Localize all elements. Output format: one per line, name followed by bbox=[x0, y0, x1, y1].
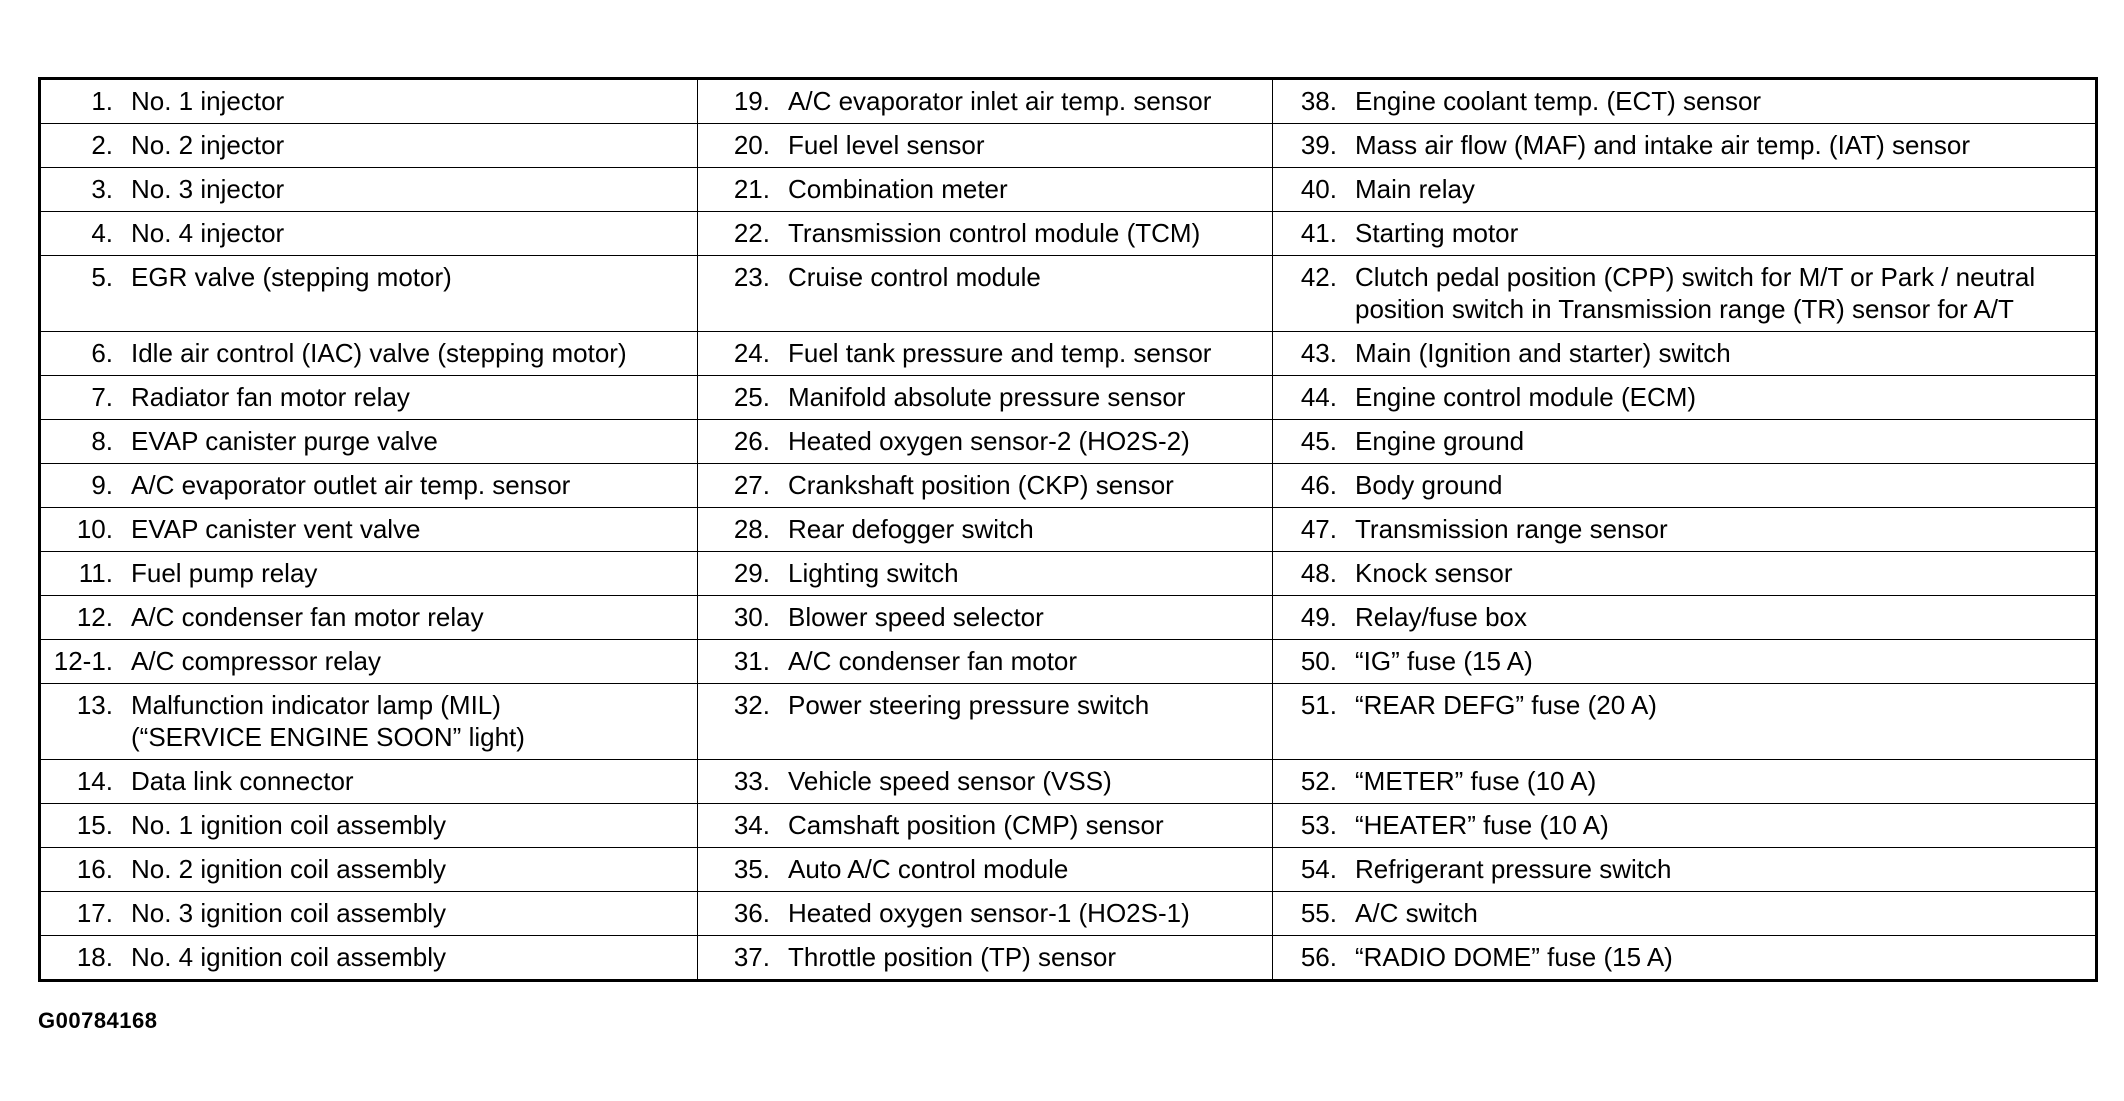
item-label: Heated oxygen sensor-2 (HO2S-2) bbox=[788, 426, 1190, 456]
legend-row bbox=[40, 464, 2097, 508]
item-label: A/C evaporator outlet air temp. sensor bbox=[131, 470, 571, 500]
item-number: 38. bbox=[1300, 86, 1337, 116]
legend-cell bbox=[40, 848, 698, 892]
item-number: 19. bbox=[733, 86, 770, 116]
legend-cell bbox=[1273, 804, 2097, 848]
legend-cell bbox=[40, 79, 698, 124]
item-number: 47. bbox=[1300, 514, 1337, 544]
legend-cell bbox=[698, 640, 1273, 684]
item-label: Fuel pump relay bbox=[131, 558, 318, 588]
legend-cell bbox=[1273, 936, 2097, 981]
legend-cell bbox=[698, 596, 1273, 640]
figure-id: G00784168 bbox=[38, 1008, 158, 1033]
legend-row bbox=[40, 212, 2097, 256]
legend-cell bbox=[40, 684, 698, 760]
legend-row bbox=[40, 376, 2097, 420]
item-label: Camshaft position (CMP) sensor bbox=[788, 810, 1164, 840]
item-label: Knock sensor bbox=[1355, 558, 1513, 588]
item-label: “IG” fuse (15 A) bbox=[1355, 646, 1533, 676]
item-number: 41. bbox=[1300, 218, 1337, 248]
item-number: 54. bbox=[1300, 854, 1337, 884]
item-label: EVAP canister purge valve bbox=[131, 426, 438, 456]
legend-cell bbox=[698, 936, 1273, 981]
legend-row bbox=[40, 168, 2097, 212]
legend-cell bbox=[698, 804, 1273, 848]
item-number: 37. bbox=[733, 942, 770, 972]
legend-cell bbox=[698, 892, 1273, 936]
item-label: A/C evaporator inlet air temp. sensor bbox=[788, 86, 1212, 116]
item-label: Relay/fuse box bbox=[1355, 602, 1527, 632]
item-label: Malfunction indicator lamp (MIL) (“SERVICE ENGINE SOON” light) bbox=[131, 690, 525, 752]
legend-cell bbox=[698, 256, 1273, 332]
item-number: 1. bbox=[91, 86, 113, 116]
item-number: 43. bbox=[1300, 338, 1337, 368]
legend-row bbox=[40, 848, 2097, 892]
legend-cell bbox=[1273, 640, 2097, 684]
item-label: A/C switch bbox=[1355, 898, 1478, 928]
item-label: Vehicle speed sensor (VSS) bbox=[788, 766, 1112, 796]
legend-cell bbox=[40, 640, 698, 684]
item-label: No. 3 ignition coil assembly bbox=[131, 898, 447, 928]
item-number: 52. bbox=[1300, 766, 1337, 796]
item-number: 31. bbox=[733, 646, 770, 676]
legend-row bbox=[40, 936, 2097, 981]
item-number: 53. bbox=[1300, 810, 1337, 840]
legend-cell bbox=[1273, 420, 2097, 464]
item-label: Engine coolant temp. (ECT) sensor bbox=[1355, 86, 1762, 116]
legend-cell bbox=[40, 804, 698, 848]
item-label: Throttle position (TP) sensor bbox=[788, 942, 1117, 972]
legend-cell bbox=[40, 508, 698, 552]
item-number: 12-1. bbox=[53, 646, 113, 676]
item-label: Cruise control module bbox=[788, 262, 1041, 292]
legend-cell bbox=[40, 168, 698, 212]
item-label: No. 2 injector bbox=[131, 130, 285, 160]
legend-cell bbox=[1273, 760, 2097, 804]
item-label: No. 4 injector bbox=[131, 218, 285, 248]
legend-cell bbox=[40, 124, 698, 168]
legend-cell bbox=[1273, 848, 2097, 892]
legend-row bbox=[40, 892, 2097, 936]
legend-cell bbox=[1273, 212, 2097, 256]
item-number: 56. bbox=[1300, 942, 1337, 972]
legend-cell bbox=[40, 464, 698, 508]
item-label: “METER” fuse (10 A) bbox=[1355, 766, 1597, 796]
item-label: Engine control module (ECM) bbox=[1355, 382, 1697, 412]
item-label: Crankshaft position (CKP) sensor bbox=[788, 470, 1174, 500]
item-label: Fuel level sensor bbox=[788, 130, 985, 160]
legend-cell bbox=[1273, 464, 2097, 508]
item-label: A/C compressor relay bbox=[131, 646, 381, 676]
item-number: 29. bbox=[733, 558, 770, 588]
item-number: 11. bbox=[78, 558, 113, 588]
item-number: 8. bbox=[91, 426, 113, 456]
item-number: 4. bbox=[91, 218, 113, 248]
item-label: Data link connector bbox=[131, 766, 354, 796]
item-number: 30. bbox=[733, 602, 770, 632]
legend-cell bbox=[1273, 892, 2097, 936]
item-label: No. 1 injector bbox=[131, 86, 285, 116]
item-label: Engine ground bbox=[1355, 426, 1525, 456]
item-label: Blower speed selector bbox=[788, 602, 1044, 632]
legend-cell bbox=[698, 212, 1273, 256]
item-number: 49. bbox=[1300, 602, 1337, 632]
legend-cell bbox=[40, 552, 698, 596]
item-label: “HEATER” fuse (10 A) bbox=[1355, 810, 1609, 840]
item-number: 5. bbox=[91, 262, 113, 292]
item-label: Lighting switch bbox=[788, 558, 959, 588]
legend-row bbox=[40, 420, 2097, 464]
item-number: 39. bbox=[1300, 130, 1337, 160]
item-label: “REAR DEFG” fuse (20 A) bbox=[1355, 690, 1657, 720]
item-number: 45. bbox=[1300, 426, 1337, 456]
item-number: 12. bbox=[76, 602, 113, 632]
legend-cell bbox=[1273, 684, 2097, 760]
legend-body bbox=[40, 79, 2097, 981]
item-number: 28. bbox=[733, 514, 770, 544]
item-number: 44. bbox=[1300, 382, 1337, 412]
item-number: 6. bbox=[91, 338, 113, 368]
legend-cell bbox=[1273, 168, 2097, 212]
legend-cell bbox=[698, 168, 1273, 212]
item-label: Combination meter bbox=[788, 174, 1008, 204]
legend-cell bbox=[698, 79, 1273, 124]
item-label: A/C condenser fan motor relay bbox=[131, 602, 484, 632]
legend-cell bbox=[698, 376, 1273, 420]
legend-cell bbox=[40, 936, 698, 981]
item-number: 27. bbox=[733, 470, 770, 500]
legend-cell bbox=[40, 212, 698, 256]
item-number: 20. bbox=[733, 130, 770, 160]
item-number: 15. bbox=[76, 810, 113, 840]
item-number: 17. bbox=[76, 898, 113, 928]
item-number: 51. bbox=[1300, 690, 1337, 720]
item-label: Rear defogger switch bbox=[788, 514, 1034, 544]
item-number: 25. bbox=[733, 382, 770, 412]
legend-cell bbox=[1273, 124, 2097, 168]
item-label: “RADIO DOME” fuse (15 A) bbox=[1355, 942, 1673, 972]
item-label: Mass air flow (MAF) and intake air temp. (IAT) sensor bbox=[1355, 130, 1971, 160]
item-label: No. 2 ignition coil assembly bbox=[131, 854, 447, 884]
item-number: 3. bbox=[91, 174, 113, 204]
legend-cell bbox=[40, 256, 698, 332]
item-number: 50. bbox=[1300, 646, 1337, 676]
legend-cell bbox=[1273, 256, 2097, 332]
legend-row bbox=[40, 684, 2097, 760]
item-number: 7. bbox=[91, 382, 113, 412]
item-number: 26. bbox=[733, 426, 770, 456]
item-number: 42. bbox=[1300, 262, 1337, 292]
item-number: 48. bbox=[1300, 558, 1337, 588]
item-label: Main relay bbox=[1355, 174, 1475, 204]
legend-cell bbox=[698, 124, 1273, 168]
component-legend-table bbox=[38, 77, 2098, 982]
item-label: No. 3 injector bbox=[131, 174, 285, 204]
item-label: Auto A/C control module bbox=[788, 854, 1069, 884]
legend-cell bbox=[1273, 79, 2097, 124]
item-label: Radiator fan motor relay bbox=[131, 382, 410, 412]
item-number: 18. bbox=[76, 942, 113, 972]
item-number: 35. bbox=[733, 854, 770, 884]
item-label: Heated oxygen sensor-1 (HO2S-1) bbox=[788, 898, 1190, 928]
item-number: 55. bbox=[1300, 898, 1337, 928]
item-number: 36. bbox=[733, 898, 770, 928]
item-number: 32. bbox=[733, 690, 770, 720]
item-label: No. 1 ignition coil assembly bbox=[131, 810, 447, 840]
item-label: Starting motor bbox=[1355, 218, 1519, 248]
legend-row bbox=[40, 332, 2097, 376]
item-label: Idle air control (IAC) valve (stepping motor) bbox=[131, 338, 627, 368]
legend-row bbox=[40, 79, 2097, 124]
item-label: Clutch pedal position (CPP) switch for M/T or Park / neutral position switch in Transmission range (TR) sensor for A/T bbox=[1355, 262, 2036, 324]
item-label: Transmission control module (TCM) bbox=[788, 218, 1201, 248]
legend-cell bbox=[698, 464, 1273, 508]
legend-cell bbox=[40, 892, 698, 936]
legend-cell bbox=[40, 332, 698, 376]
item-number: 9. bbox=[91, 470, 113, 500]
item-number: 23. bbox=[733, 262, 770, 292]
item-label: Body ground bbox=[1355, 470, 1503, 500]
item-number: 34. bbox=[733, 810, 770, 840]
legend-row bbox=[40, 804, 2097, 848]
legend-cell bbox=[40, 376, 698, 420]
item-number: 10. bbox=[76, 514, 113, 544]
legend-row bbox=[40, 760, 2097, 804]
legend-cell bbox=[698, 508, 1273, 552]
item-label: Fuel tank pressure and temp. sensor bbox=[788, 338, 1212, 368]
item-number: 22. bbox=[733, 218, 770, 248]
item-number: 2. bbox=[91, 130, 113, 160]
item-number: 33. bbox=[733, 766, 770, 796]
legend-cell bbox=[698, 552, 1273, 596]
item-label: Main (Ignition and starter) switch bbox=[1355, 338, 1731, 368]
legend-row bbox=[40, 508, 2097, 552]
item-label: Manifold absolute pressure sensor bbox=[788, 382, 1186, 412]
legend-row bbox=[40, 596, 2097, 640]
legend-cell bbox=[1273, 552, 2097, 596]
item-number: 24. bbox=[733, 338, 770, 368]
item-label: Power steering pressure switch bbox=[788, 690, 1150, 720]
item-number: 46. bbox=[1300, 470, 1337, 500]
legend-cell bbox=[40, 596, 698, 640]
legend-row bbox=[40, 552, 2097, 596]
legend-cell bbox=[40, 760, 698, 804]
item-number: 16. bbox=[76, 854, 113, 884]
legend-cell bbox=[698, 420, 1273, 464]
item-number: 21. bbox=[733, 174, 770, 204]
legend-cell bbox=[40, 420, 698, 464]
legend-cell bbox=[698, 332, 1273, 376]
item-label: A/C condenser fan motor bbox=[788, 646, 1078, 676]
item-label: EVAP canister vent valve bbox=[131, 514, 421, 544]
item-label: No. 4 ignition coil assembly bbox=[131, 942, 447, 972]
legend-cell bbox=[1273, 376, 2097, 420]
legend-cell bbox=[1273, 596, 2097, 640]
item-number: 14. bbox=[76, 766, 113, 796]
legend-cell bbox=[698, 684, 1273, 760]
legend-cell bbox=[1273, 508, 2097, 552]
item-label: EGR valve (stepping motor) bbox=[131, 262, 452, 292]
legend-cell bbox=[1273, 332, 2097, 376]
legend-cell bbox=[698, 760, 1273, 804]
item-label: Refrigerant pressure switch bbox=[1355, 854, 1672, 884]
legend-row bbox=[40, 256, 2097, 332]
item-number: 40. bbox=[1300, 174, 1337, 204]
legend-row bbox=[40, 124, 2097, 168]
legend-row bbox=[40, 640, 2097, 684]
item-label: Transmission range sensor bbox=[1355, 514, 1668, 544]
item-number: 13. bbox=[76, 690, 113, 720]
legend-cell bbox=[698, 848, 1273, 892]
